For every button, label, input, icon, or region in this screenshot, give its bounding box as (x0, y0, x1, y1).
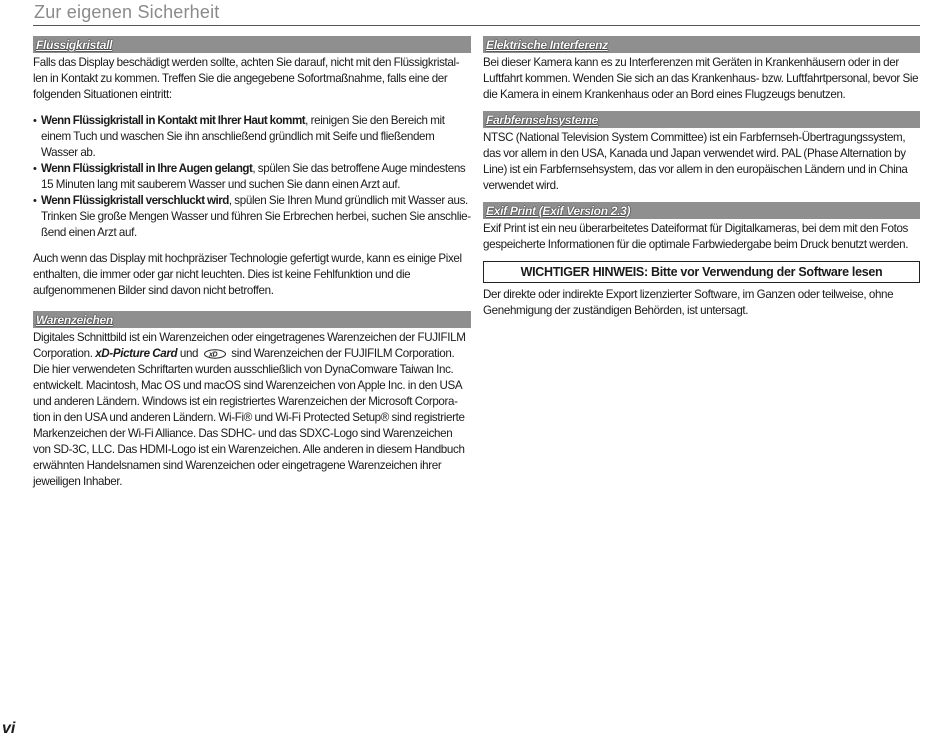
exif-text: Exif Print ist ein neu überarbeitetes Dateiformat für Digitalkameras, bei dem mit den Fotos gespeicherte Informationen für die optimale Farbwiedergabe beim Druck benutzt werden. (483, 222, 909, 251)
section-heading-trademarks (33, 311, 471, 328)
bullet-text: , reinigen Sie den Bereich mit einem Tuch und waschen Sie ihn anschließend gründlich mit Seife und fließendem Wasser ab. (41, 114, 445, 159)
notice-heading: WICHTIGER HINWEIS: Bitte vor Verwendung der Software lesen (520, 265, 883, 279)
list-item (33, 193, 471, 241)
notice-text: Der direkte oder indirekte Export lizenzierter Software, im Ganzen oder teilweise, ohne Genehmigung der zuständigen Behörden, ist untersagt. (483, 288, 894, 317)
bullet-text: , spülen Sie Ihren Mund gründlich mit Wasser aus. Trinken Sie große Mengen Wasser und führen Sie Erbrechen herbei, suchen Sie anschlie-ßend einen Arzt auf. (41, 194, 471, 239)
section-heading-exif (483, 202, 920, 219)
trademarks-text-b: sind Warenzeichen der FUJIFILM Corporation. Die hier verwendeten Schriftarten wurden ausschließlich von DynaComware Taiwan Inc. entwickelt. Macintosh, Mac OS und macOS sind Warenzeichen von Apple Inc. in den USA und anderen Ländern. Windows ist ein registriertes Warenzeichen der Microsoft Corpora-tion in den USA und anderen Ländern. Wi-Fi® und Wi-Fi Protected Setup® sind registrierte Markenzeichen der Wi-Fi Alliance. Das SDHC- und das SDXC-Logo sind Warenzeichen von SD-3C, LLC. Das HDMI-Logo ist ein Warenzeichen. Alle anderen in diesem Handbuch erwähnten Handelsnamen sind Warenzeichen oder eingetragene Warenzeichen ihrer jeweiligen Inhaber. (33, 347, 465, 488)
right-column (483, 36, 920, 329)
section-heading-text: Warenzeichen (36, 312, 113, 327)
bullet-bold: Wenn Flüssigkristall in Kontakt mit Ihrer Haut kommt (41, 114, 306, 127)
page-header (33, 0, 920, 26)
page-title: Zur eigenen Sicherheit (34, 2, 220, 22)
section-heading-interference (483, 36, 920, 53)
color-tv-text: NTSC (National Television System Committee) ist ein Farbfernseh-Übertragungssystem, das vor allem in den USA, Kanada und Japan verwendet wird. PAL (Phase Alternation by Line) ist ein Farbfernsehsystem, das vor allem in den europäischen Ländern und in China verwendet wird. (483, 131, 908, 192)
trademarks-text-a: Digitales Schnittbild ist ein Warenzeichen oder eingetragenes Warenzeichen der FUJIFILM Corporation. (33, 331, 466, 360)
section-heading-color-tv (483, 111, 920, 128)
trademarks-text (33, 330, 471, 490)
interference-text: Bei dieser Kamera kann es zu Interferenzen mit Geräten in Krankenhäusern oder in der Luftfahrt kommen. Wenden Sie sich an das Krankenhaus- bzw. Luftfahrtpersonal, bevor Sie die Kamera in einem Krankenhaus oder an Bord eines Flugzeugs benutzen. (483, 56, 919, 101)
trademarks-und: und (179, 347, 199, 360)
bullet-text: , spülen Sie das betroffene Auge mindestens 15 Minuten lang mit sauberem Wasser und suchen Sie dann einen Arzt auf. (41, 162, 466, 191)
bullet-bold: Wenn Flüssigkristall in Ihre Augen gelangt (41, 162, 253, 175)
svg-text:xD: xD (208, 351, 217, 359)
list-item (33, 113, 471, 161)
lcd-intro: Falls das Display beschädigt werden sollte, achten Sie darauf, nicht mit den Flüssigkristal-len in Kontakt zu kommen. Treffen Sie die angegebene Sofortmaßnahme, falls eine der folgenden Situationen eintritt: (33, 56, 460, 101)
xd-logo-icon (204, 349, 226, 359)
lcd-bullet-list (33, 113, 471, 241)
section-heading-text: Exif Print (Exif Version 2.3) (486, 203, 631, 218)
section-heading-text: Elektrische Interferenz (486, 37, 608, 52)
list-item (33, 161, 471, 193)
left-column (33, 36, 471, 500)
section-heading-lcd (33, 36, 471, 53)
notice-heading-box (483, 261, 920, 283)
bullet-bold: Wenn Flüssigkristall verschluckt wird (41, 194, 229, 207)
page-number: vi (2, 720, 16, 737)
section-heading-text: Flüssigkristall (36, 37, 113, 52)
xd-picture-card-logo: xD-Picture Card (95, 347, 178, 360)
section-heading-text: Farbfernsehsysteme (486, 112, 598, 127)
lcd-note: Auch wenn das Display mit hochpräziser Technologie gefertigt wurde, kann es einige Pixel enthalten, die immer oder gar nicht leuchten. Dies ist keine Fehlfunktion und die aufgenommenen Bilder sind davon nicht betroffen. (33, 252, 462, 297)
